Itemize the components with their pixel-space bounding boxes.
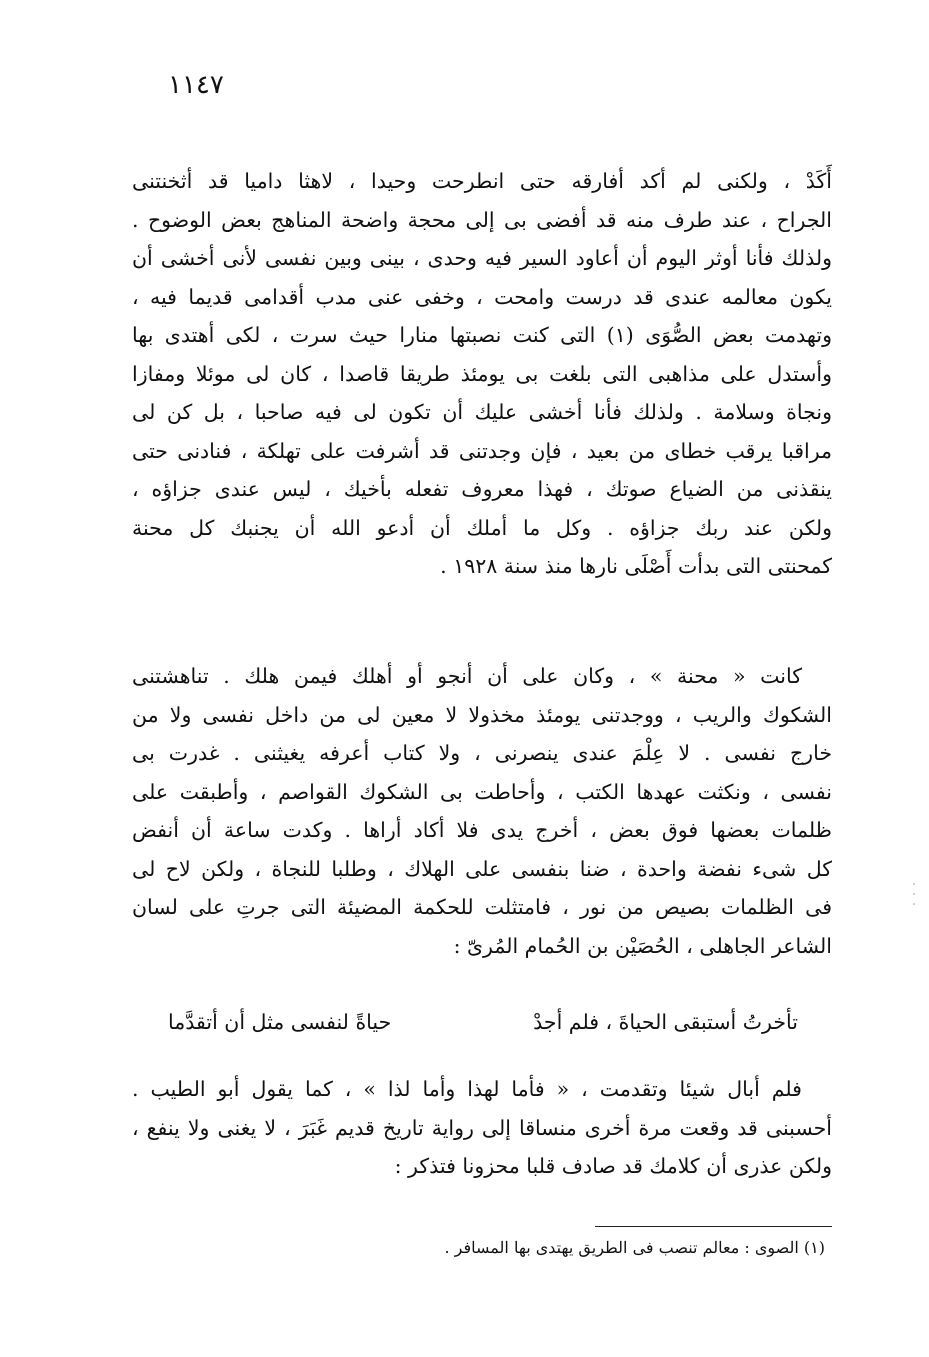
margin-speck: [912, 880, 916, 908]
paragraph-3: [132, 1070, 832, 1186]
text-line: أحسبنى قد وقعت مرة أخرى منساقا إلى رواية تاريخ قديم غَبَرَ ، لا يغنى ولا ينفع ،: [132, 1115, 832, 1140]
text-line: كل شىء نفضة واحدة ، ضنا بنفسى على الهلاك ، وطلبا للنجاة ، ولكن لاح لى: [132, 856, 832, 881]
footnote: (١) الصوى : معالم تنصب فى الطريق يهتدى بها المسافر .: [444, 1238, 825, 1257]
text-line: خارج نفسى . لا عِلْمَ عندى ينصرنى ، ولا كتاب أعرفه يغيثنى . غدرت بى: [132, 741, 832, 765]
text-line: ظلمات بعضها فوق بعض ، أخرج يدى فلا أكاد أراها . وكدت ساعة أن أنفض: [132, 818, 832, 842]
paragraph-1: [132, 162, 832, 586]
text-line: مراقبا يرقب خطاى من بعيد ، فإن وجدتنى قد أشرفت على تهلكة ، فنادنى حتى: [132, 438, 832, 463]
text-line: كمحنتى التى بدأت أَصْلَى نارها منذ سنة ١٩٢٨ .: [440, 554, 832, 578]
poem-verse: [168, 1010, 798, 1034]
text-line: الشكوك والريب ، ووجدتنى يومئذ مخذولا لا معين لى من داخل نفسى ولا من: [132, 702, 832, 727]
text-line: الشاعر الجاهلى ، الحُصَيْن بن الحُمام المُرىّ :: [453, 933, 832, 958]
text-line: كانت « محنة » ، وكان على أن أنجو أو أهلك فيمن هلك . تناهشتنى: [132, 664, 802, 688]
text-line: نفسى ، ونكثت عهدها الكتب ، وأحاطت بى الشكوك القواصم ، وأطبقت على: [132, 779, 832, 804]
text-line: وأستدل على مذاهبى التى بلغت بى يومئذ طريقا قاصدا ، كان لى موئلا ومفازا: [132, 361, 832, 386]
text-line: وتهدمت بعض الصُّوَى (١) التى كنت نصبتها منارا حيث سرت ، لكى أهتدى بها: [132, 323, 832, 347]
text-line: الجراح ، عند طرف منه قد أفضى بى إلى محجة واضحة المناهج بعض الوضوح .: [132, 207, 832, 232]
text-line: يكون معالمه عندى قد درست وامحت ، وخفى عنى مدب أقدامى قديما فيه ،: [132, 284, 832, 309]
text-line: ولكن عذرى أن كلامك قد صادف قلبا محزونا فتذكر :: [394, 1154, 832, 1178]
footnote-divider: [595, 1226, 832, 1227]
page-number: ١١٤٧: [168, 70, 224, 100]
verse-second-hemistich: حياةً لنفسى مثل أن أتقدَّما: [168, 1010, 392, 1034]
text-line: أَكَدْ ، ولكنى لم أكد أفارقه حتى انطرحت وحيدا ، لاهثا داميا قد أثخنتنى: [132, 169, 832, 193]
text-line: ونجاة وسلامة . ولذلك فأنا أخشى عليك أن تكون لى فيه صاحبا ، بل كن لى: [132, 400, 832, 424]
verse-first-hemistich: تأخرتُ أستبقى الحياةَ ، فلم أجدْ: [533, 1010, 798, 1034]
text-line: فلم أبال شيئا وتقدمت ، « فأما لهذا وأما لذا » ، كما يقول أبو الطيب .: [132, 1077, 802, 1101]
text-line: ولكن عند ربك جزاؤه . وكل ما أملك أن أدعو الله أن يجنبك كل محنة: [132, 515, 832, 540]
text-line: ينقذنى من الضياع صوتك ، فهذا معروف تفعله بأخيك ، ليس عندى جزاؤه ،: [132, 477, 832, 501]
text-line: فى الظلمات بصيص من نور ، فامتثلت للحكمة المضيئة التى جرتِ على لسان: [132, 895, 832, 919]
paragraph-2: [132, 657, 832, 965]
text-line: ولذلك فأنا أوثر اليوم أن أعاود السير فيه وحدى ، بينى وبين نفسى لأنى أخشى أن: [132, 246, 832, 270]
